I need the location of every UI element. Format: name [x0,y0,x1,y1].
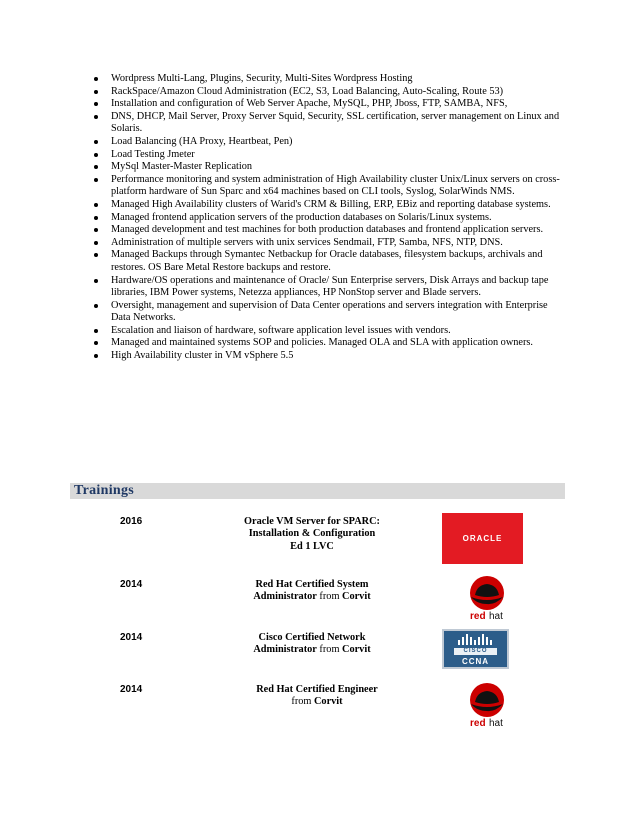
training-title-line: Oracle VM Server for SPARC: [244,516,380,527]
training-year: 2016 [120,516,143,527]
list-item: Managed Backups through Symantec Netbackup for Oracle databases, filesystem backups, archivals and restores. OS Bare Metal Restore backups and restore. [92,249,567,274]
svg-text:hat: hat [489,718,503,728]
training-description [222,516,402,553]
list-item: Load Balancing (HA Proxy, Heartbeat, Pen) [92,136,567,149]
training-title-line: Administrator from Corvit [253,644,371,656]
list-item: MySql Master-Master Replication [92,161,567,174]
cisco-logo-sub: CCNA [461,657,490,666]
trainings-section-header [70,483,565,499]
list-item: DNS, DHCP, Mail Server, Proxy Server Squid, Security, SSL certification, server management on Linux and Solaris. [92,111,567,136]
redhat-logo-icon [465,682,509,728]
skills-bullet-list [92,73,567,363]
training-title-line: Red Hat Certified Engineer [256,684,378,695]
list-item: Administration of multiple servers with unix services Sendmail, FTP, Samba, NFS, NTP, DNS. [92,237,567,250]
training-title-line: Cisco Certified Network [258,632,366,643]
list-item: Escalation and liaison of hardware, software application level issues with vendors. [92,325,567,338]
svg-text:hat: hat [489,611,503,621]
list-item: Managed frontend application servers of the production databases on Solaris/Linux systems. [92,212,567,225]
list-item: Managed development and test machines for both production databases and frontend application servers. [92,224,567,237]
list-item: Load Testing Jmeter [92,149,567,162]
training-title-line: from Corvit [291,696,343,708]
list-item: Oversight, management and supervision of Data Center operations and servers integration with Enterprise Data Networks. [92,300,567,325]
oracle-logo-icon [442,513,523,564]
list-item: Managed High Availability clusters of Warid's CRM & Billing, ERP, EBiz and reporting database systems. [92,199,567,212]
svg-text:red: red [470,718,486,728]
training-description [232,684,402,709]
list-item: Managed and maintained systems SOP and policies. Managed OLA and SLA with application owners. [92,337,567,350]
cisco-bars-icon [444,633,507,647]
list-item: Performance monitoring and system administration of High Availability cluster Unix/Linux servers on cross-platform hardware of Sun Sparc and x64 machines based on CLI tools, Syslog, SolarWinds NMS. [92,174,567,199]
cisco-ccna-logo-icon [442,629,509,669]
training-title-line: Administrator from Corvit [253,591,371,603]
list-item: Hardware/OS operations and maintenance of Oracle/ Sun Enterprise servers, Disk Arrays and backup tape libraries, IBM Power systems, Netezza appliances, HP NonStop server and Blade servers. [92,275,567,300]
training-year: 2014 [120,579,143,590]
training-year: 2014 [120,684,143,695]
training-title-line: Installation & Configuration [248,528,376,540]
list-item: RackSpace/Amazon Cloud Administration (EC2, S3, Load Balancing, Auto-Scaling, Route 53) [92,86,567,99]
training-title-line: Ed 1 LVC [290,540,334,552]
redhat-logo-icon [465,575,509,621]
list-item: Wordpress Multi-Lang, Plugins, Security, Multi-Sites Wordpress Hosting [92,73,567,86]
list-item: High Availability cluster in VM vSphere 5.5 [92,350,567,363]
cisco-logo-name: CISCO [454,648,497,655]
training-description [222,579,402,604]
training-description [222,632,402,657]
list-item: Installation and configuration of Web Server Apache, MySQL, PHP, Jboss, FTP, SAMBA, NFS, [92,98,567,111]
training-title-line: Red Hat Certified System [255,579,369,590]
training-year: 2014 [120,632,143,643]
section-title: Trainings [74,483,135,498]
oracle-logo-text: ORACLE [462,534,503,543]
svg-text:red: red [470,611,486,621]
